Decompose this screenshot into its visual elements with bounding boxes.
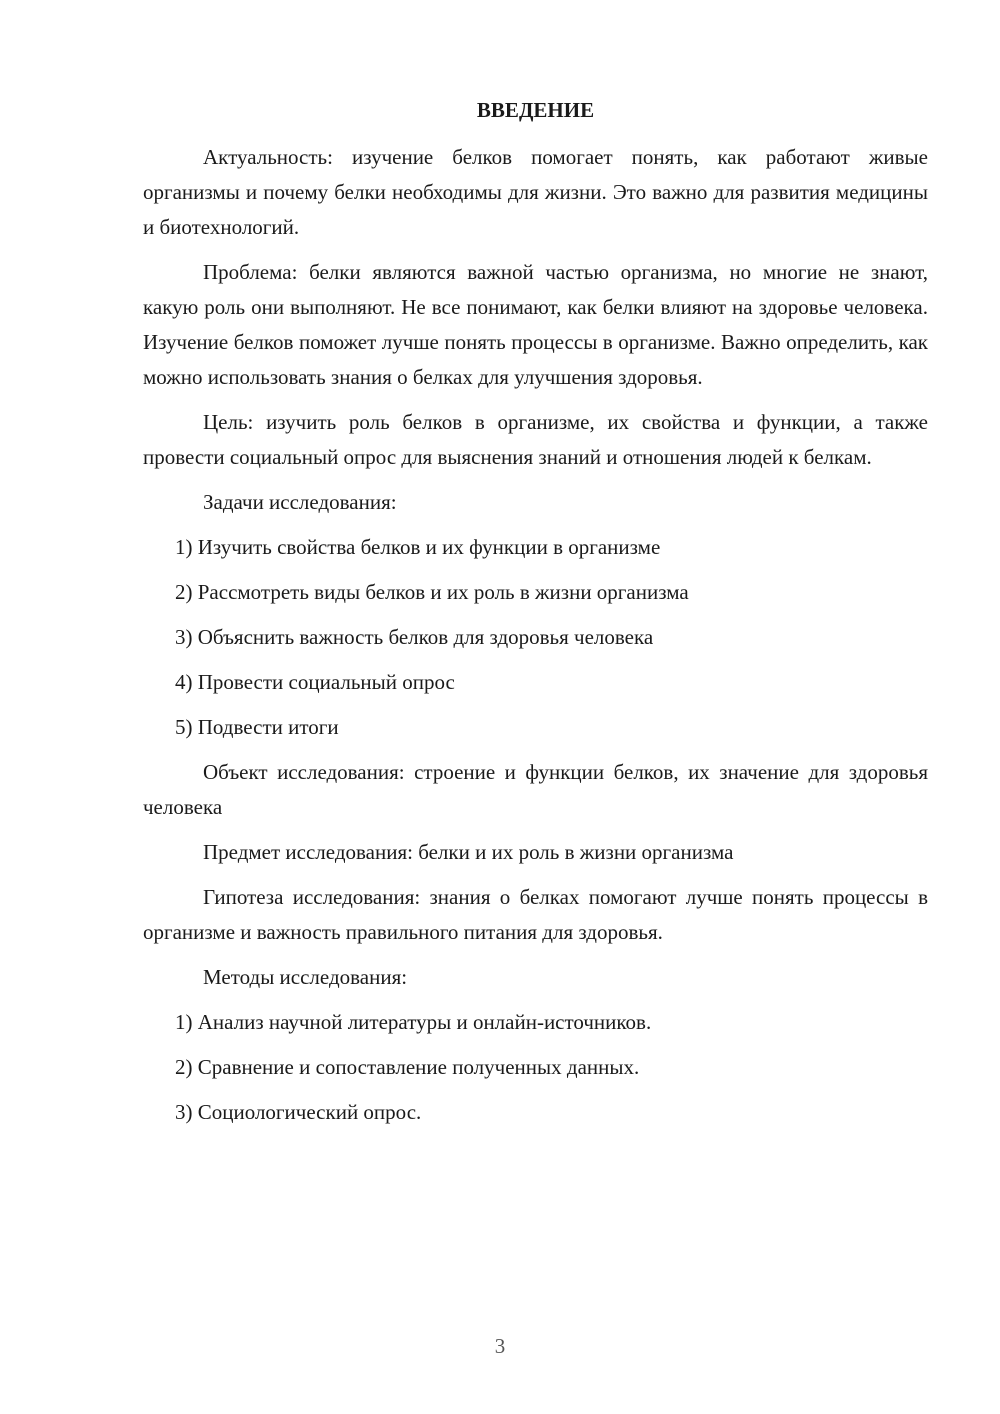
object-paragraph: Объект исследования: строение и функции белков, их значение для здоровья человека [143, 760, 928, 819]
goal-paragraph: Цель: изучить роль белков в организме, их свойства и функции, а также провести социальный опрос для выяснения знаний и отношения людей к белкам. [143, 410, 928, 469]
subject-paragraph: Предмет исследования: белки и их роль в жизни организма [203, 840, 734, 864]
task-item: 1) Изучить свойства белков и их функции в организме [175, 535, 661, 559]
page-title: ВВЕДЕНИЕ [476, 98, 595, 122]
page-number: 3 [494, 1334, 506, 1358]
task-item: 2) Рассмотреть виды белков и их роль в жизни организма [175, 580, 689, 604]
tasks-label: Задачи исследования: [203, 490, 397, 514]
methods-label: Методы исследования: [203, 965, 408, 989]
method-item: 2) Сравнение и сопоставление полученных данных. [175, 1055, 640, 1079]
task-item: 3) Объяснить важность белков для здоровья человека [175, 625, 654, 649]
task-item: 5) Подвести итоги [175, 715, 339, 739]
document-page [143, 93, 928, 1140]
problem-paragraph: Проблема: белки являются важной частью организма, но многие не знают, какую роль они выполняют. Не все понимают, как белки влияют на здоровье человека. Изучение белков поможет лучше понять процессы в организме. Важно определить, как можно использовать знания о белках для улучшения здоровья. [143, 260, 928, 389]
method-item: 3) Социологический опрос. [175, 1100, 422, 1124]
hypothesis-paragraph: Гипотеза исследования: знания о белках помогают лучше понять процессы в организме и важность правильного питания для здоровья. [143, 885, 928, 944]
task-item: 4) Провести социальный опрос [175, 670, 455, 694]
relevance-paragraph: Актуальность: изучение белков помогает понять, как работают живые организмы и почему белки необходимы для жизни. Это важно для развития медицины и биотехнологий. [143, 145, 928, 239]
method-item: 1) Анализ научной литературы и онлайн-источников. [175, 1010, 652, 1034]
